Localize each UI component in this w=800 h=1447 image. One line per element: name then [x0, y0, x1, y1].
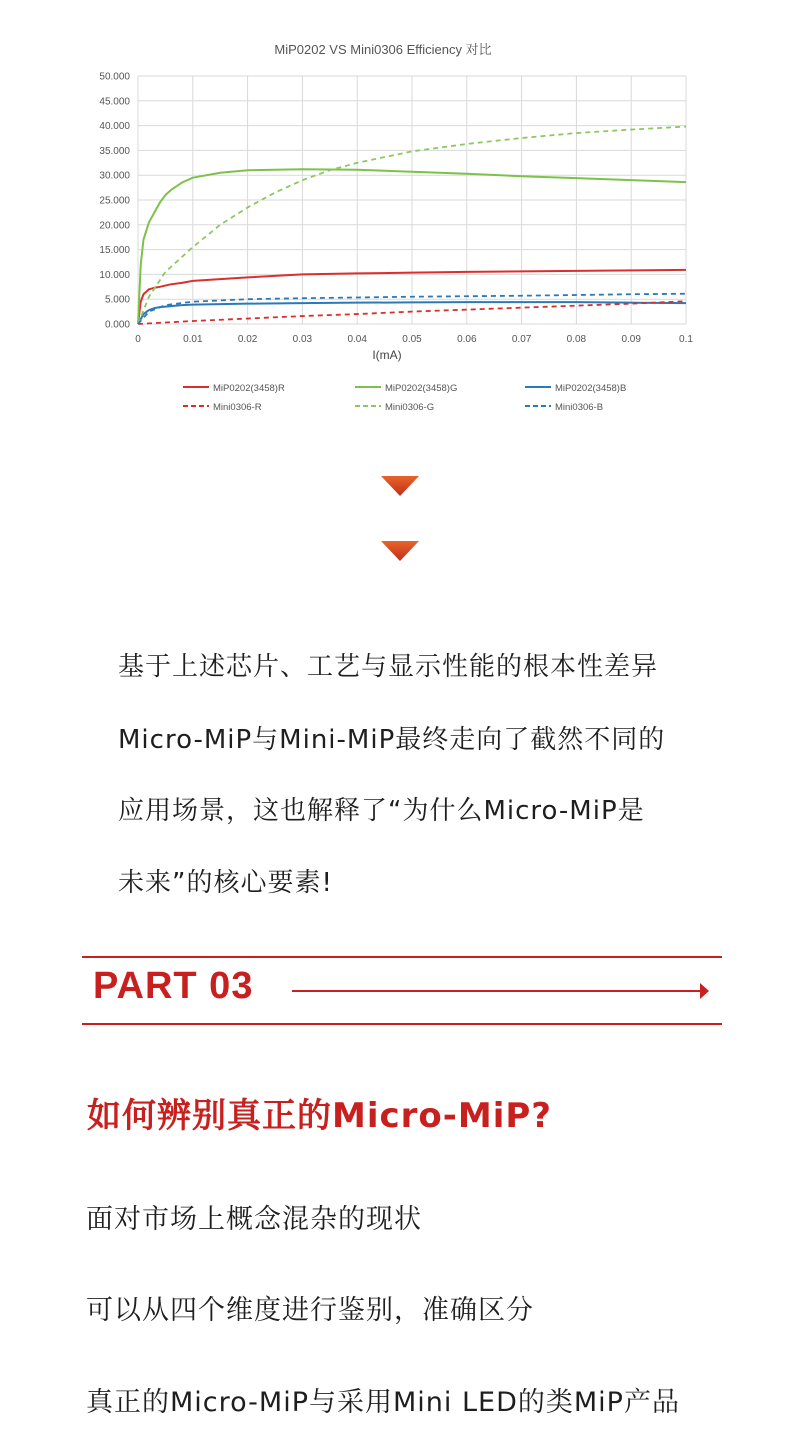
legend-label: MiP0202(3458)G — [385, 383, 458, 394]
x-tick-label: 0.02 — [237, 334, 258, 345]
chart-legend — [183, 383, 626, 413]
legend-label: Mini0306-R — [213, 402, 262, 413]
x-tick-label: 0.09 — [621, 334, 641, 345]
x-tick-label: 0.04 — [347, 334, 367, 345]
x-tick-label: 0.06 — [457, 334, 477, 345]
y-tick-label: 0.000 — [104, 319, 130, 331]
section-heading: 如何辨别真正的Micro-MiP? — [87, 1096, 553, 1136]
y-tick-label: 25.000 — [99, 195, 130, 207]
y-tick-label: 40.000 — [99, 121, 130, 133]
chart-grid — [138, 76, 686, 324]
paragraph-line: Micro-MiP与Mini-MiP最终走向了截然不同的 — [118, 725, 666, 755]
x-tick-label: 0 — [135, 334, 141, 345]
arrow-right-icon — [700, 983, 709, 999]
x-tick-label: 0.07 — [511, 334, 532, 345]
chart-title: MiP0202 VS Mini0306 Efficiency 对比 — [274, 42, 492, 57]
x-tick-label: 0.05 — [402, 334, 422, 345]
y-tick-label: 15.000 — [99, 245, 130, 257]
y-tick-label: 30.000 — [99, 170, 130, 182]
down-arrow-icon — [381, 539, 419, 563]
legend-label: Mini0306-G — [385, 402, 435, 413]
efficiency-chart — [0, 0, 800, 430]
y-tick-label: 45.000 — [99, 96, 130, 108]
body-line: 面对市场上概念混杂的现状 — [86, 1204, 422, 1235]
x-tick-label: 0.1 — [679, 334, 693, 345]
x-tick-label: 0.01 — [183, 334, 203, 345]
y-tick-label: 10.000 — [99, 269, 130, 281]
y-tick-label: 5.000 — [104, 294, 130, 306]
section-label: PART 03 — [93, 965, 254, 1007]
legend-label: MiP0202(3458)R — [213, 383, 285, 394]
x-tick-label: 0.03 — [292, 334, 313, 345]
body-line: 可以从四个维度进行鉴别，准确区分 — [86, 1295, 534, 1326]
y-tick-label: 20.000 — [99, 220, 130, 232]
y-axis-ticks — [99, 72, 130, 331]
section-rule-top — [82, 956, 722, 958]
section-rule-bottom — [82, 1023, 722, 1025]
body-line: 真正的Micro-MiP与采用Mini LED的类MiP产品 — [86, 1387, 680, 1418]
paragraph-line: 应用场景，这也解释了“为什么Micro-MiP是 — [118, 796, 645, 826]
y-tick-label: 35.000 — [99, 145, 130, 157]
legend-label: MiP0202(3458)B — [555, 383, 627, 394]
paragraph-line: 基于上述芯片、工艺与显示性能的根本性差异 — [118, 652, 659, 682]
x-axis-ticks — [135, 334, 693, 345]
x-tick-label: 0.08 — [566, 334, 587, 345]
y-tick-label: 50.000 — [99, 71, 130, 83]
section-arrow-line — [292, 990, 704, 992]
down-arrow-icon — [381, 474, 419, 498]
legend-label: Mini0306-B — [555, 402, 604, 413]
x-axis-label: I(mA) — [372, 348, 402, 362]
paragraph-line: 未来”的核心要素! — [118, 868, 333, 898]
